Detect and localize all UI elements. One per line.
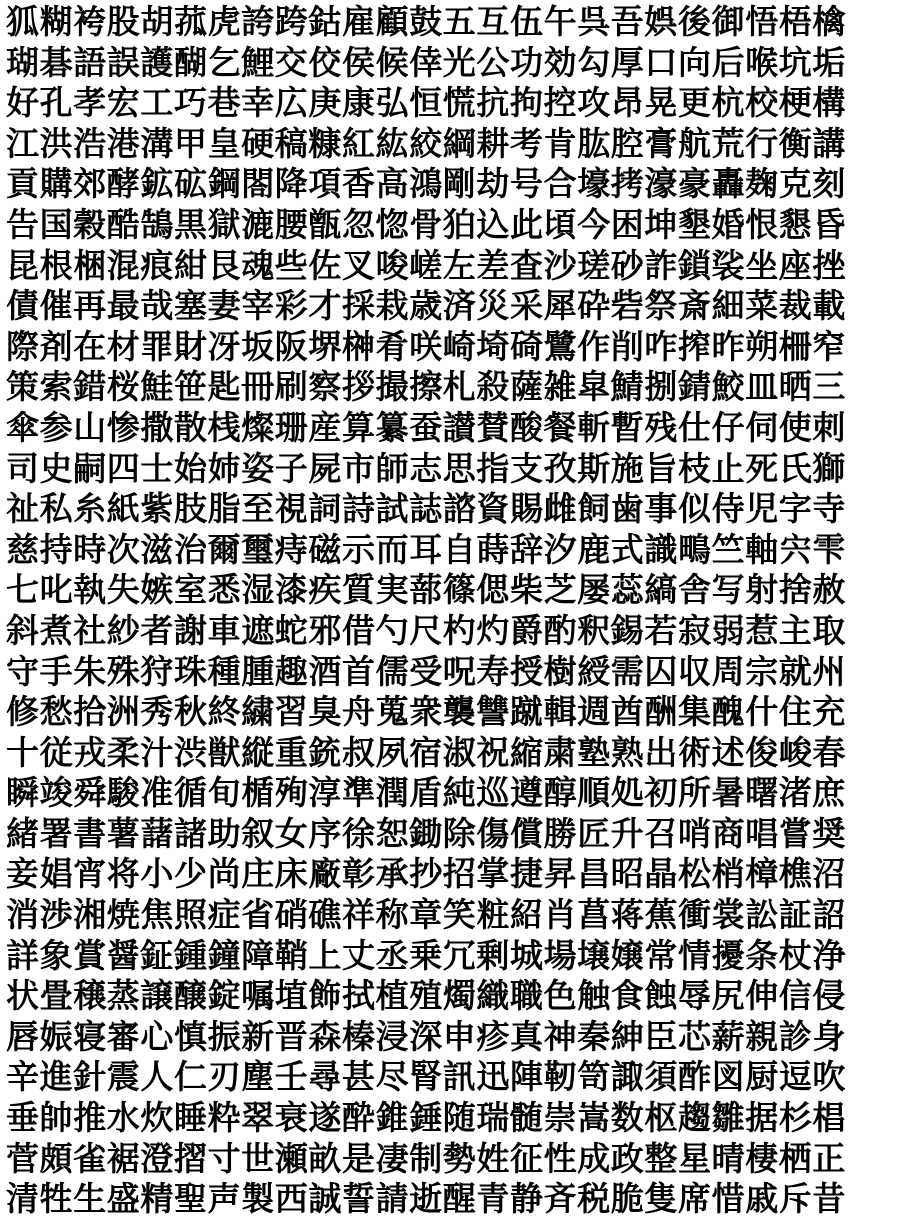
kanji-row-22: 妾娼宵将小少尚庄床廠彰承抄招掌捷昇昌昭晶松梢樟樵沼 bbox=[6, 854, 846, 894]
kanji-row-12: 司史嗣四士始姉姿子屍市師志思指支孜斯施旨枝止死氏獅 bbox=[6, 448, 846, 488]
kanji-row-11: 傘参山惨撒散桟燦珊産算纂蚕讃賛酸餐斬暫残仕仔伺使刺 bbox=[6, 407, 846, 447]
kanji-row-23: 消渉湘焼焦照症省硝礁祥称章笑粧紹肖菖蒋蕉衝裳訟証詔 bbox=[6, 895, 846, 935]
kanji-row-20: 瞬竣舜駿准循旬楯殉淳準潤盾純巡遵醇順処初所暑曙渚庶 bbox=[6, 773, 846, 813]
kanji-row-29: 菅頗雀裾澄摺寸世瀬畝是凄制勢姓征性成政整星晴棲栖正 bbox=[6, 1138, 846, 1178]
kanji-row-8: 債催再最哉塞妻宰彩才採栽歳済災采犀砕砦祭斎細菜裁載 bbox=[6, 286, 846, 326]
kanji-row-25: 状畳穣蒸譲醸錠嘱埴飾拭植殖燭織職色触食蝕辱尻伸信侵 bbox=[6, 976, 846, 1016]
kanji-row-9: 際剤在材罪財冴坂阪堺榊肴咲崎埼碕鷺作削咋搾昨朔柵窄 bbox=[6, 326, 846, 366]
kanji-row-30: 清牲生盛精聖声製西誠誓請逝醒青静斉税脆隻席惜戚斥昔 bbox=[6, 1179, 846, 1219]
kanji-row-5: 貢購郊酵鉱砿鋼閤降項香高鴻剛劫号合壕拷濠豪轟麹克刻 bbox=[6, 164, 846, 204]
kanji-row-10: 策索錯桜鮭笹匙冊刷察拶撮擦札殺薩雑皐鯖捌錆鮫皿晒三 bbox=[6, 367, 846, 407]
kanji-row-18: 修愁拾洲秀秋終繍習臭舟蒐衆襲讐蹴輯週酋酬集醜什住充 bbox=[6, 692, 846, 732]
kanji-row-19: 十従戎柔汁渋獣縦重銃叔夙宿淑祝縮粛塾熟出術述俊峻春 bbox=[6, 732, 846, 772]
kanji-row-3: 好孔孝宏工巧巷幸広庚康弘恒慌抗拘控攻昂晃更杭校梗構 bbox=[6, 83, 846, 123]
kanji-row-6: 告国穀酷鵠黒獄漉腰甑忽惚骨狛込此頃今困坤墾婚恨懇昏 bbox=[6, 204, 846, 244]
kanji-row-7: 昆根梱混痕紺艮魂些佐叉唆嵯左差査沙瑳砂詐鎖裟坐座挫 bbox=[6, 245, 846, 285]
kanji-row-26: 唇娠寝審心慎振新晋森榛浸深申疹真神秦紳臣芯薪親診身 bbox=[6, 1016, 846, 1056]
kanji-row-15: 七叱執失嫉室悉湿漆疾質実蔀篠偲柴芝屡蕊縞舎写射捨赦 bbox=[6, 570, 846, 610]
kanji-row-14: 慈持時次滋治爾璽痔磁示而耳自蒔辞汐鹿式識鴫竺軸宍雫 bbox=[6, 529, 846, 569]
kanji-row-27: 辛進針震人仁刃塵壬尋甚尽腎訊迅陣靭笥諏須酢図厨逗吹 bbox=[6, 1057, 846, 1097]
kanji-row-2: 瑚碁語誤護醐乞鯉交佼侯候倖光公功効勾厚口向后喉坑垢 bbox=[6, 42, 846, 82]
kanji-row-28: 垂帥推水炊睡粋翠衰遂酔錐錘随瑞髄崇嵩数枢趨雛据杉椙 bbox=[6, 1098, 846, 1138]
kanji-row-13: 祉私糸紙紫肢脂至視詞詩試誌諮資賜雌飼歯事似侍児字寺 bbox=[6, 489, 846, 529]
kanji-row-1: 狐糊袴股胡菰虎誇跨鈷雇顧鼓五互伍午呉吾娯後御悟梧檎 bbox=[6, 2, 846, 41]
kanji-row-4: 江洪浩港溝甲皇硬稿糠紅紘絞綱耕考肯肱腔膏航荒行衡講 bbox=[6, 123, 846, 163]
kanji-row-17: 守手朱殊狩珠種腫趣酒首儒受呪寿授樹綬需囚収周宗就州 bbox=[6, 651, 846, 691]
kanji-row-24: 詳象賞醤鉦鍾鐘障鞘上丈丞乗冗剰城場壌嬢常情擾条杖浄 bbox=[6, 935, 846, 975]
kanji-row-16: 斜煮社紗者謝車遮蛇邪借勺尺杓灼爵酌釈錫若寂弱惹主取 bbox=[6, 610, 846, 650]
kanji-row-21: 緒署書薯藷諸助叙女序徐恕鋤除傷償勝匠升召哨商唱嘗奨 bbox=[6, 813, 846, 853]
